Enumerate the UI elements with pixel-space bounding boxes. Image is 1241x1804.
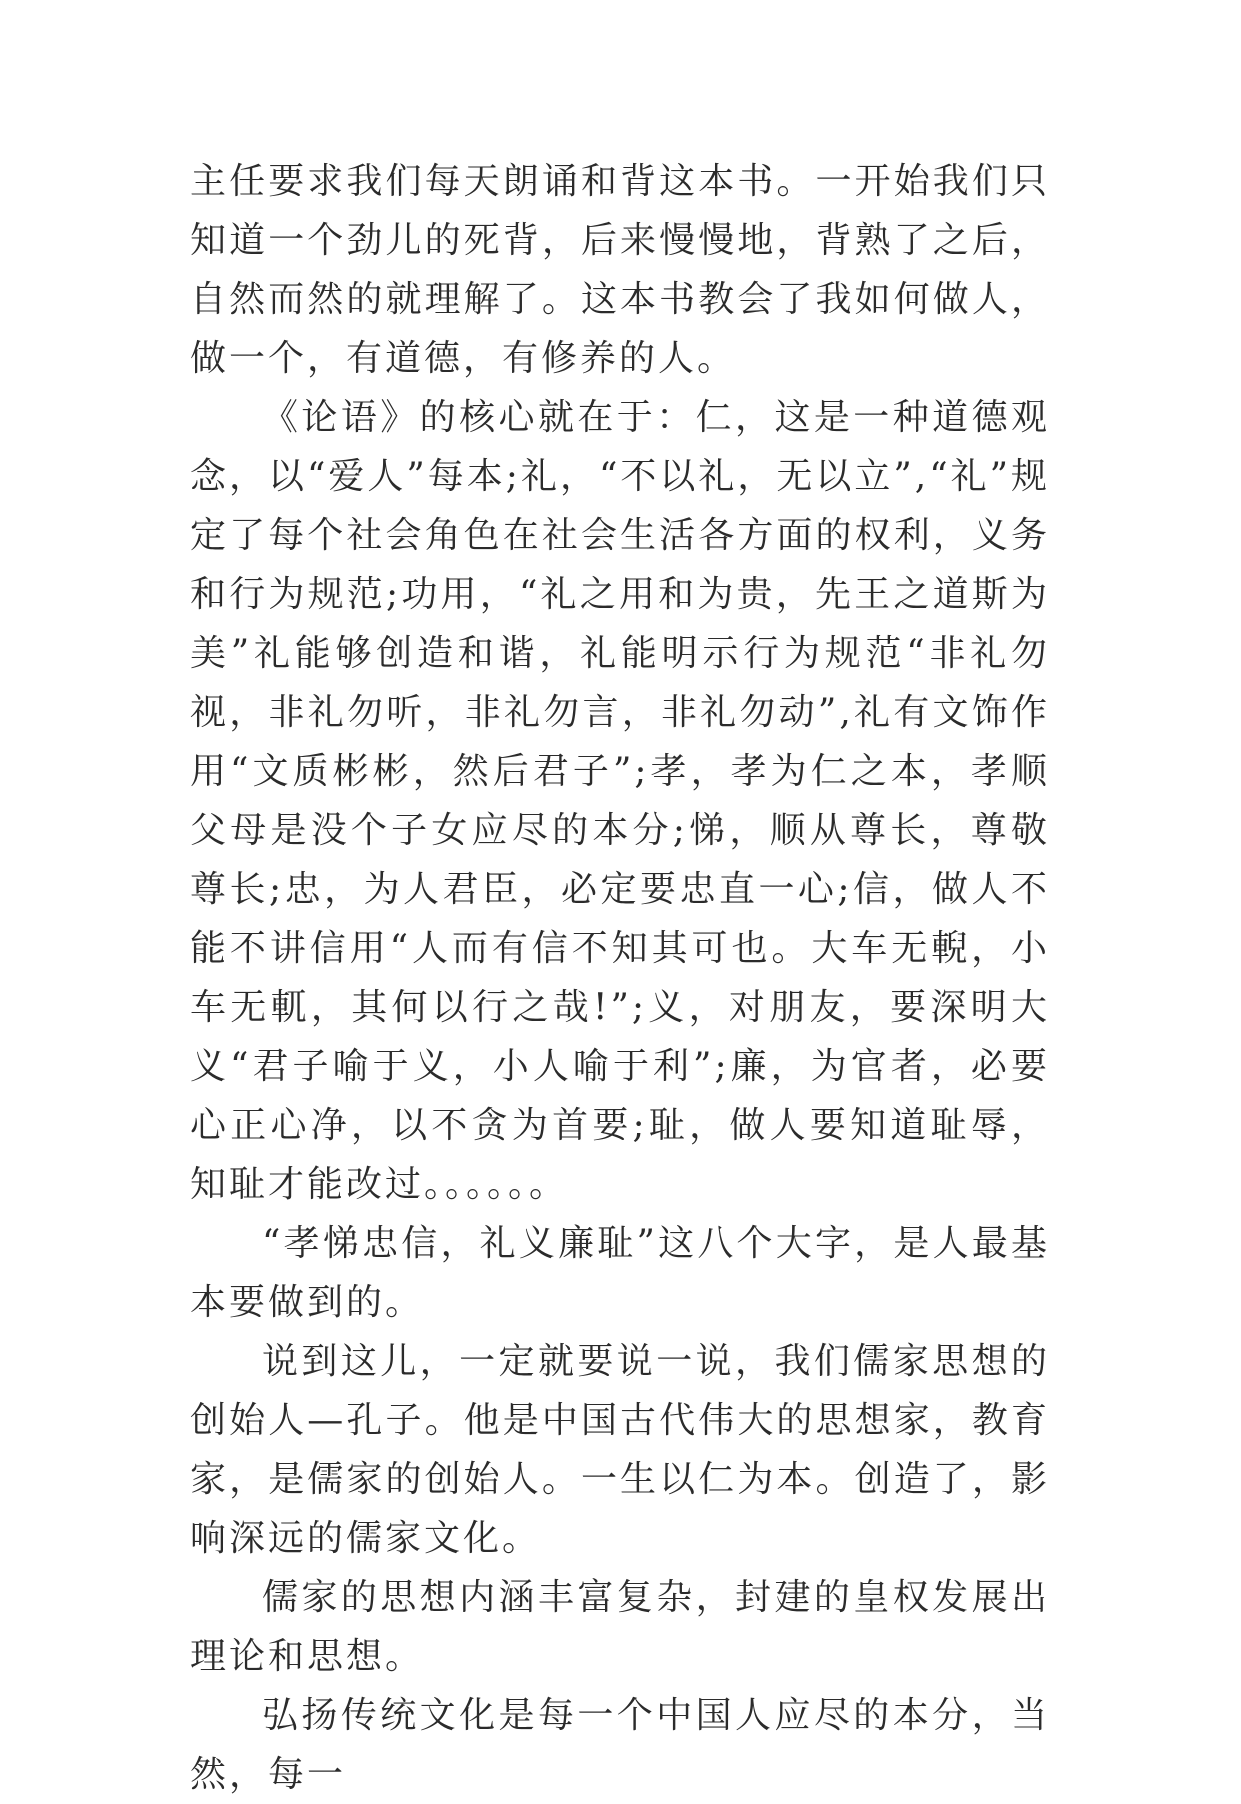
paragraph-lunyu-core: 《论语》的核心就在于：仁，这是一种道德观念，以“爱人”每本;礼，“不以礼，无以立”,“礼”规定了每个社会角色在社会生活各方面的权利，义务和行为规范;功用，“礼之用和为贵，先王之道斯为美”礼能够创造和谐，礼能明示行为规范“非礼勿视，非礼勿听，非礼勿言，非礼勿动”,礼有文饰作用“文质彬彬，然后君子”;孝，孝为仁之本，孝顺父母是没个子女应尽的本分;悌，顺从尊长，尊敬尊长;忠，为人君臣，必定要忠直一心;信，做人不能不讲信用“人而有信不知其可也。大车无輗，小车无軏，其何以行之哉!”;义，对朋友，要深明大义“君子喻于义，小人喻于利”;廉，为官者，必要心正心净，以不贪为首要;耻，做人要知道耻辱，知耻才能改过。。。。。。 <box>190 397 1050 1205</box>
paragraph-traditional-culture: 弘扬传统文化是每一个中国人应尽的本分，当然，每一 <box>190 1695 1050 1795</box>
paragraph-confucian-thought: 儒家的思想内涵丰富复杂，封建的皇权发展出理论和思想。 <box>190 1577 1050 1677</box>
document-body <box>190 152 1050 1804</box>
paragraph-continuation: 主任要求我们每天朗诵和背这本书。一开始我们只知道一个劲儿的死背，后来慢慢地，背熟了之后，自然而然的就理解了。这本书教会了我如何做人，做一个，有道德，有修养的人。 <box>190 161 1050 379</box>
paragraph-eight-virtues: “孝悌忠信，礼义廉耻”这八个大字，是人最基本要做到的。 <box>190 1223 1050 1323</box>
paragraph-confucius: 说到这儿，一定就要说一说，我们儒家思想的创始人—孔子。他是中国古代伟大的思想家，教育家，是儒家的创始人。一生以仁为本。创造了，影响深远的儒家文化。 <box>190 1341 1050 1559</box>
